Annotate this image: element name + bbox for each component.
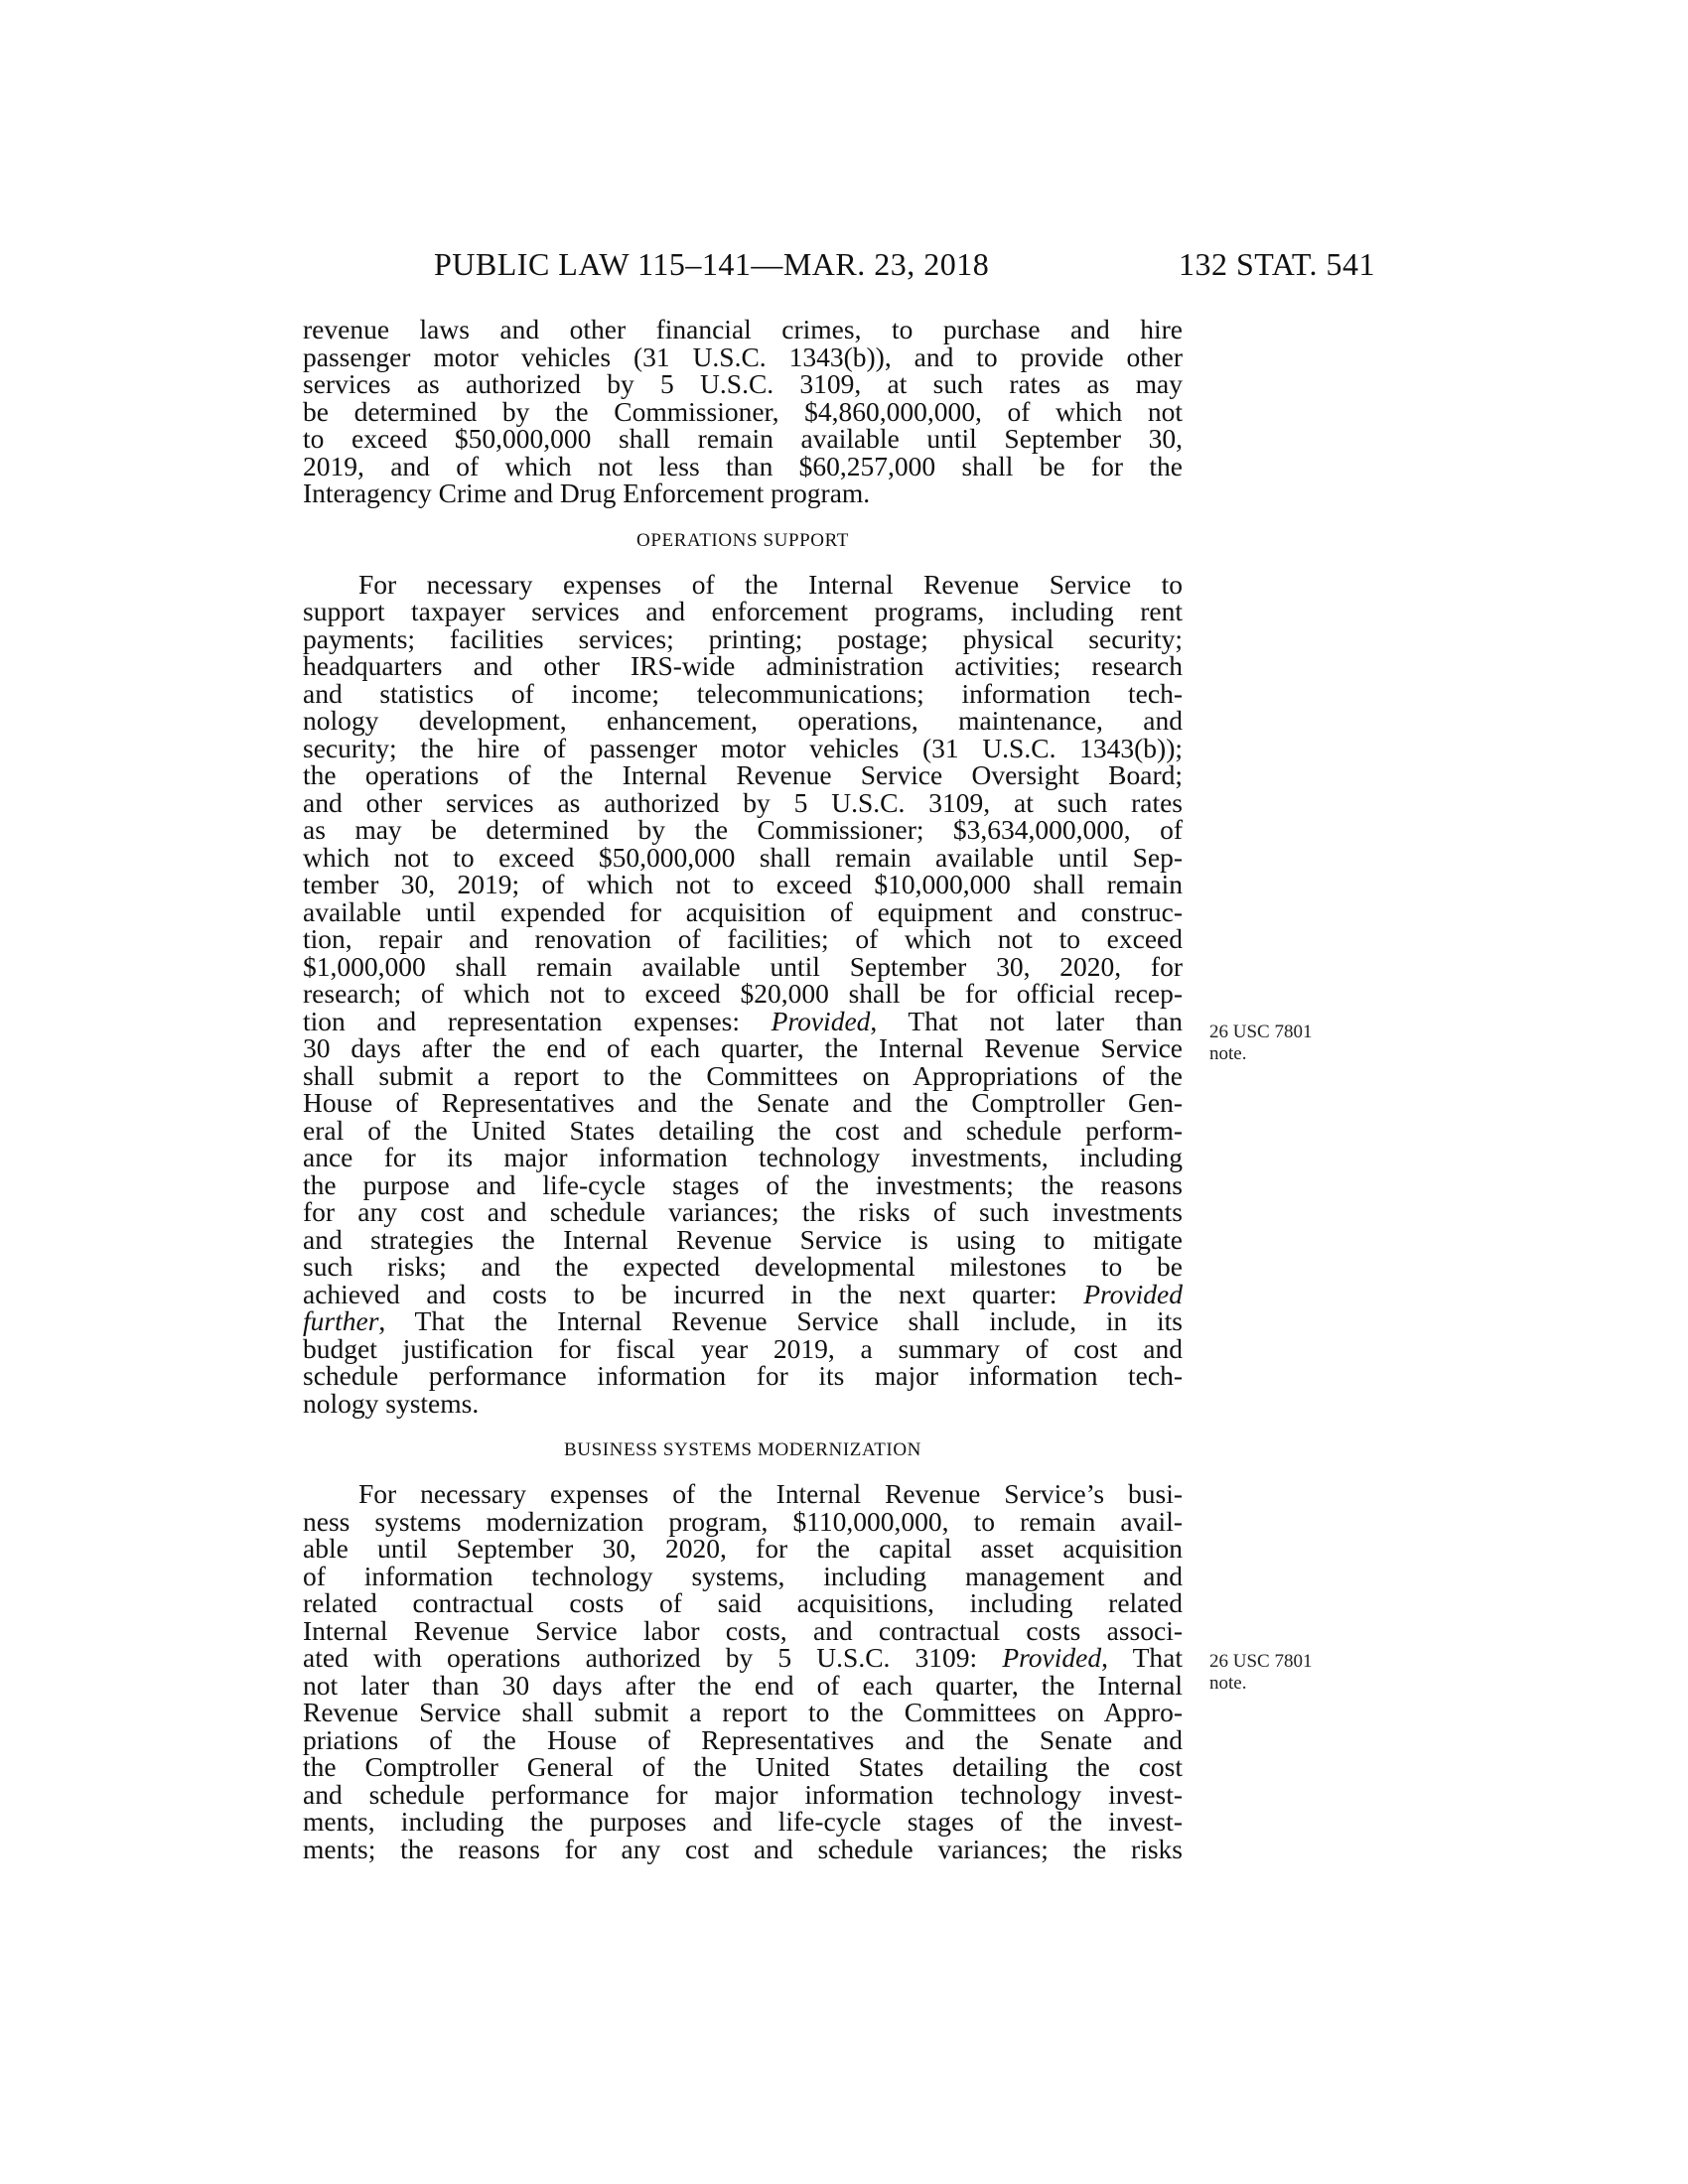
text-line: as may be determined by the Commissioner; $3,634,000,000, of — [303, 814, 1183, 845]
margin-note-citation: 26 USC 7801 — [1209, 1651, 1313, 1672]
text-line: tember 30, 2019; of which not to exceed $10,000,000 shall remain — [303, 869, 1183, 899]
text-line: headquarters and other IRS-wide administration activities; research — [303, 650, 1183, 681]
text-line: research; of which not to exceed $20,000 shall be for official recep- — [303, 978, 1183, 1009]
text-line: and other services as authorized by 5 U.S.C. 3109, at such rates — [303, 786, 1183, 818]
text-line: budget justification for fiscal year 2019, a summary of cost and — [303, 1332, 1183, 1364]
section-heading-operations-support: OPERATIONS SUPPORT — [636, 529, 849, 551]
document-body — [303, 316, 1183, 1862]
text-line: ance for its major information technology investments, including — [303, 1142, 1183, 1172]
running-header — [303, 246, 1375, 290]
header-stat-page: 132 STAT. 541 — [1178, 246, 1375, 282]
text-line: not later than 30 days after the end of each quarter, the Internal — [303, 1669, 1183, 1701]
header-title: PUBLIC LAW 115–141—MAR. 23, 2018 — [434, 246, 990, 282]
margin-note-label: note. — [1209, 1673, 1247, 1694]
text-line: ness systems modernization program, $110,000,000, to remain avail- — [303, 1505, 1183, 1537]
section-heading-business-systems-modernization: BUSINESS SYSTEMS MODERNIZATION — [563, 1439, 922, 1460]
text-line: support taxpayer services and enforcement programs, including rent — [303, 596, 1183, 626]
text-line: which not to exceed $50,000,000 shall remain available until Sep- — [303, 841, 1183, 873]
text-line: available until expended for acquisition of equipment and construc- — [303, 895, 1183, 927]
text-line: security; the hire of passenger motor vehicles (31 U.S.C. 1343(b)); — [303, 732, 1183, 763]
text-line: Internal Revenue Service labor costs, and contractual costs associ- — [303, 1614, 1183, 1646]
text-line: of information technology systems, including management and — [303, 1560, 1183, 1591]
further-italic: further — [303, 1305, 379, 1336]
text-line-provided — [303, 1005, 1183, 1036]
text-line: and strategies the Internal Revenue Service is using to mitigate — [303, 1223, 1183, 1255]
text-segment: tion and representation expenses: — [303, 1005, 772, 1036]
text-line-provided — [303, 1644, 1183, 1672]
provided-italic: Provided — [1002, 1642, 1102, 1673]
text-segment: , That not later than — [870, 1005, 1183, 1036]
text-line-provided-further — [303, 1278, 1183, 1309]
text-line: related contractual costs of said acquisitions, including related — [303, 1587, 1183, 1618]
text-line: for any cost and schedule variances; the risks of such investments — [303, 1196, 1183, 1227]
text-line: revenue laws and other financial crimes, to purchase and hire — [303, 314, 1183, 344]
business-systems-paragraph — [303, 1480, 1183, 1862]
margin-note-usc-2 — [1209, 1651, 1312, 1695]
provided-italic: Provided — [1083, 1278, 1183, 1309]
provided-italic: Provided — [771, 1005, 871, 1036]
text-line: services as authorized by 5 U.S.C. 3109, at such rates as may — [303, 368, 1183, 399]
text-line: to exceed $50,000,000 shall remain available until September 30, — [303, 423, 1183, 454]
text-line-further — [303, 1307, 1183, 1335]
text-line: the Comptroller General of the United States detailing the cost — [303, 1751, 1183, 1782]
text-segment: , That the Internal Revenue Service shall include, in its — [378, 1305, 1183, 1336]
text-segment: ated with operations authorized by 5 U.S.C. 3109: — [303, 1642, 1003, 1673]
text-line: tion, repair and renovation of facilities; of which not to exceed — [303, 923, 1183, 954]
text-line: nology systems. — [303, 1387, 480, 1419]
text-line: priations of the House of Representatives and the Senate and — [303, 1723, 1183, 1755]
text-line: House of Representatives and the Senate and the Comptroller Gen- — [303, 1087, 1183, 1118]
text-line: and statistics of income; telecommunications; information tech- — [303, 677, 1183, 709]
text-line: be determined by the Commissioner, $4,860,000,000, of which not — [303, 395, 1183, 427]
text-line: ments, including the purposes and life-cycle stages of the invest- — [303, 1806, 1183, 1837]
text-segment: , That — [1101, 1642, 1184, 1673]
text-line: For necessary expenses of the Internal Revenue Service’s busi- — [358, 1478, 1183, 1509]
text-segment: achieved and costs to be incurred in the next quarter: — [303, 1278, 1084, 1309]
operations-support-paragraph — [303, 568, 1183, 1419]
continued-paragraph — [303, 316, 1183, 507]
text-line: shall submit a report to the Committees on Appropriations of the — [303, 1059, 1183, 1091]
text-line: 30 days after the end of each quarter, the Internal Revenue Service — [303, 1032, 1183, 1063]
text-line: the purpose and life-cycle stages of the investments; the reasons — [303, 1168, 1183, 1200]
text-line: Interagency Crime and Drug Enforcement program. — [303, 478, 871, 508]
text-line: passenger motor vehicles (31 U.S.C. 1343(b)), and to provide other — [303, 341, 1183, 372]
text-line: schedule performance information for its major information tech- — [303, 1360, 1183, 1391]
text-line: the operations of the Internal Revenue Service Oversight Board; — [303, 759, 1183, 790]
text-line: $1,000,000 shall remain available until September 30, 2020, for — [303, 950, 1183, 982]
text-line: Revenue Service shall submit a report to the Committees on Appro- — [303, 1697, 1183, 1727]
text-line: payments; facilities services; printing; postage; physical security; — [303, 622, 1183, 654]
margin-note-citation: 26 USC 7801 — [1209, 1022, 1313, 1042]
text-line: For necessary expenses of the Internal Revenue Service to — [358, 568, 1183, 600]
margin-note-label: note. — [1209, 1043, 1247, 1064]
text-line: able until September 30, 2020, for the capital asset acquisition — [303, 1533, 1183, 1564]
text-line: and schedule performance for major information technology invest- — [303, 1778, 1183, 1810]
text-line: ments; the reasons for any cost and schedule variances; the risks — [303, 1833, 1183, 1864]
text-line: such risks; and the expected developmental milestones to be — [303, 1251, 1183, 1282]
text-line: 2019, and of which not less than $60,257,000 shall be for the — [303, 450, 1183, 481]
margin-note-usc-1 — [1209, 1022, 1312, 1065]
text-line: nology development, enhancement, operations, maintenance, and — [303, 705, 1183, 736]
text-line: eral of the United States detailing the cost and schedule perform- — [303, 1114, 1183, 1146]
